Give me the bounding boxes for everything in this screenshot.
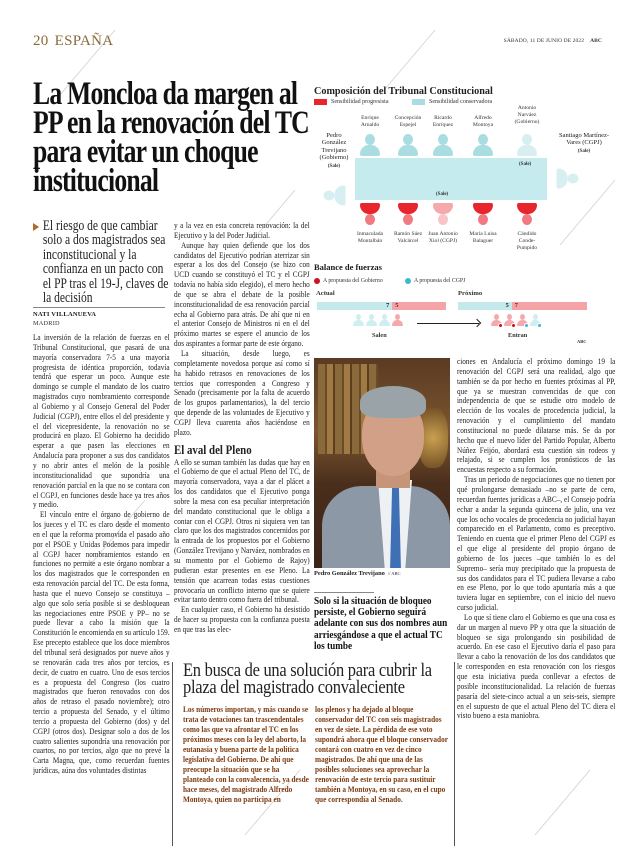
headline: La Moncloa da margen al PP en la renovación del TC para evitar un choque institucional: [33, 76, 309, 199]
sidebar-box: [172, 662, 455, 846]
person-icon: [432, 134, 454, 158]
leaving-note: (Sale): [327, 163, 341, 169]
member-name: Ricardo Enríquez: [432, 115, 454, 129]
legend-conservative: [412, 99, 492, 105]
person-icon: [397, 134, 419, 158]
paragraph: La inversión de la relación de fuerzas en el Tribunal Constitucional, que pasará de una mayoría conservadora 7-5 a una mayoría progresista de idéntica proporción, todavía tendrá que esperar un poco. Aunque este domingo se cumple el mandato de los cuatro magistrados cuyo nombramiento corresponde al Gobierno y al Consejo General del Poder Judicial (CGPJ), entre ellos el del presidente y el del vicepresidente, la renovación no se producirá en plazo. El Gobierno ha decidido esperar a que pasen las elecciones en Andalucía para proponer a sus dos candidatos y no abrir antes el melón de la posible inconstitucionalidad que supondría una renovación parcial en la que no se contara con el CGPJ, en funciones desde hace ya tres años y medio.: [33, 333, 170, 510]
legend-progressive: [314, 99, 389, 105]
next-label: Próximo: [458, 290, 483, 297]
date: SÁBADO, 11 DE JUNIO DE 2022: [503, 38, 585, 44]
section-heading: El aval del Pleno: [174, 442, 252, 457]
leaving-note: (Sale): [519, 162, 532, 167]
outgoing-icons: [352, 314, 404, 332]
infographic-title: Composición del Tribunal Constitucional: [314, 86, 493, 97]
legend-cgpj: [405, 278, 465, 284]
bar-conservative: 7: [317, 302, 392, 310]
section-name: ESPAÑA: [54, 33, 114, 49]
person-icon: [504, 314, 515, 327]
leaving-note: (Sale): [436, 192, 449, 197]
outgoing-label: Salen: [372, 332, 387, 339]
subheadline: [33, 219, 171, 305]
person-icon: [397, 203, 419, 227]
balance-bar-next: [458, 302, 587, 310]
box-column-2: los plenos y ha dejado al bloque conservador del TC con seis magistrados en vez de siete. La pérdida de ese voto supondrá ahora que el bloque conservador contará con cuatro en vez de cinco magistrados. De ahí que una de las posibles soluciones sea aprovechar la renovación de este tercio para sustituir también a Montoya, en su caso, en el cupo que correspondía al Senado.: [315, 705, 448, 804]
divider: [33, 307, 165, 308]
person-icon: [516, 134, 538, 158]
paragraph: En cualquier caso, el Gobierno ha desistido de hacer su propuesta con la confianza puesta en que tras las elec-: [174, 605, 310, 634]
bar-conservative: 5: [458, 302, 512, 310]
body-column-2: [174, 221, 310, 659]
paragraph: Lo que sí tiene claro el Gobierno es que una cosa es dar un margen al nuevo PP y otra que la situación de bloqueo se siga prolongando sin posibilidad de acuerdo. En ese caso el Ejecutivo daría el paso para llevar a cabo la renovación de los dos candidatos que le corresponden en esta renovación con los riesgos que esta iniciativa pueda conllevar a efectos de posible inconstitucionalidad. La relación de fuerzas pasaría del siete-cinco actual a un seis-seis, siempre en el supuesto de que el actual Pleno del TC diera el visto bueno a esta maniobra.: [457, 612, 616, 721]
member-name: Enrique Arnaldo: [360, 115, 380, 129]
dateline: [504, 38, 602, 44]
incoming-label: Entran: [508, 332, 528, 339]
paragraph: El vínculo entre el órgano de gobierno de los jueces y el TC es claro desde el momento en el que la reforma promovida el pasado año por el PSOE y Unidas Podemos para impedir al CGPJ hacer nombramientos estando en funciones no permite a este órgano nombrar a los dos magistrados que le corresponden en esta renovación parcial del TC. De esta forma, hasta que el nuevo Consejo se constituya –algo que solo sería posible si se desbloquean las negociaciones entre PSOE y PP– no se puede llevar a cabo la misión que la Constitución le encomienda en su artículo 159. Ese precepto establece que los doce miembros del tribunal será designados por nueve años y se renovarán cada tres años por tercios, es decir, de cuatro en cuatro. Uno de esos tercios es a propuesta del Congreso (los cuatro magistrados que fueron renovados con dos años de retraso el pasado noviembre); otro tercio a propuesta del Senado, y el último tercio a propuesta del Gobierno (dos) y del CGPJ (otros dos). Designar solo a dos de los cuatro salientes supondría una renovación por cuartos, no por tercios, algo que no prevé la Carta Magna, que, como recuerdan fuentes jurídicas, aúna dos voluntades distintas: [33, 510, 170, 776]
section-folio: [33, 33, 113, 50]
photo-pedro-gonzalez-trevijano: [314, 358, 450, 568]
member-name: Concepción Espejel: [394, 115, 422, 129]
box-column-1: Los números importan, y más cuando se trata de votaciones tan trascendentales como las que va afrontar el TC en los próximos meses con la ley del aborto, la eutanasia y buena parte de la política legislativa del Gobierno. De ahí que preocupe la situación que se ha planteado con la convalecencia, ya desde hace meses, del magistrado Alfredo Montoya, quien no participa en: [183, 705, 309, 804]
balance-bar-current: [317, 302, 446, 310]
member-right: [553, 132, 615, 155]
person-icon: [517, 314, 528, 327]
legend-label: Sensibilidad conservadora: [429, 99, 493, 105]
legend-label: A propuesta del CGPJ: [414, 278, 466, 284]
location: MADRID: [33, 320, 60, 327]
leaving-note: (Sale): [577, 148, 591, 154]
arrow-right-icon: [417, 323, 479, 324]
person-icon: [555, 179, 579, 190]
person-icon: [472, 203, 494, 227]
member-name: Santiago Martínez-Vares (CGPJ): [559, 132, 609, 147]
member-name: Juan Antonio Xiol (CGPJ): [428, 231, 458, 245]
body-column-1: [33, 333, 170, 846]
legend-label: Sensibilidad progresista: [331, 99, 389, 105]
cyan-swatch-icon: [412, 99, 425, 105]
bar-progressive: 7: [512, 302, 587, 310]
person-icon: [359, 134, 381, 158]
paragraph: A ello se suman también las dudas que hay en el Gobierno de que el actual Pleno del TC, de mayoría conservadora, vaya a dar el plácet a los dos candidatos que el Ejecutivo ponga sobre la mesa con esa peculiar interpretación del mandato constitucional que le obliga a contar con el CGPJ. Otros ni siquiera ven tan claro que los dos magistrados concernidos por la entrada de los propuestos por el Gobierno (González Trevijano y Narváez, nombrados en su momento por el Gobierno de Rajoy) pudieran estar presentes en ese Pleno. La tensión que acarrean todas estas cuestiones provocaría un conflicto interno que se quiere evitar tanto dentro como fuera del tribunal.: [174, 457, 310, 605]
photo-caption: [314, 570, 401, 577]
member-left: [314, 132, 354, 170]
caption-text: Pedro González Trevijano: [314, 570, 385, 577]
paragraph: Tras un periodo de negociaciones que no tienen por qué prolongarse demasiado –no se parte de cero, recuerdan fuentes jurídicas a ABC–, el Consejo podría echar a andar la segunda quincena de julio, una vez que los ocho vocales de procedencia no judicial hayan comparecido en el Parlamento, como es preceptivo. Teniendo en cuenta que el primer Pleno del CGPJ es el que elige al presidente del propio órgano de gobierno de los jueces –que también lo es del Supremo– sería muy precipitado que la propuesta de sus dos candidatos para el TC pudiera llevarse a cabo en ese Pleno, por lo que todo apuntaría más a que tuviera lugar en septiembre, con el inicio del nuevo curso judicial.: [457, 475, 616, 613]
person-icon: [366, 314, 377, 327]
person-icon: [472, 134, 494, 158]
paragraph: y a la vez en esta concreta renovación: la del Ejecutivo y la del Poder Judicial.: [174, 221, 310, 240]
member-name: María Luisa Balaguer: [469, 231, 497, 245]
current-label: Actual: [316, 290, 335, 297]
photo-credit: // ABC: [387, 571, 401, 576]
legend-label: A propuesta del Gobierno: [323, 278, 383, 284]
graphic-credit: ABC: [577, 339, 587, 344]
legend-government: [314, 278, 383, 284]
balance-title: Balance de fuerzas: [314, 262, 382, 272]
bar-progressive: 5: [392, 302, 446, 310]
box-title: En busca de una solución para cubrir la plaza del magistrado convaleciente: [183, 661, 432, 698]
pull-quote: Solo si la situación de bloqueo persiste, el Gobierno seguirá adelante con sus dos nombres aun arriesgándose a que el actual TC los tumbe: [314, 596, 448, 652]
person-icon: [432, 203, 454, 227]
red-swatch-icon: [314, 99, 327, 105]
person-icon: [324, 185, 348, 196]
member-name: Cándido Conde-Pumpido: [516, 231, 538, 252]
person-icon: [516, 203, 538, 227]
divider: [314, 592, 374, 593]
triangle-bullet-icon: [33, 223, 39, 231]
person-icon: [359, 203, 381, 227]
person-icon: [491, 314, 502, 327]
paragraph: Aunque hay quien defiende que los dos candidatos del Ejecutivo podrían aterrizar sin esperar a los dos del Consejo (se hizo con UCD cuando se constituyó el TC y el CGPJ todavía no había sido elegido), el mero hecho de que se abra el debate de la posible inconstitucionalidad de esa renovación parcial echa al Gobierno para atrás. De ahí que ni en el anterior Consejo de Ministros ni en el del próximo martes se espere el anuncio de los dos aspirantes a formar parte de este órgano.: [174, 240, 310, 349]
incoming-icons: [490, 314, 542, 332]
person-icon: [392, 314, 403, 327]
masthead: ABC: [590, 38, 602, 44]
member-name: Alfredo Montoya: [472, 115, 494, 129]
byline: NATI VILLANUEVA: [33, 311, 97, 318]
person-icon: [379, 314, 390, 327]
subheadline-text: El riesgo de que cambiar solo a dos magistrados sea inconstitucional y la confianza en un pacto con el PP tras el 19-J, claves de la decisión: [42, 217, 169, 307]
person-icon: [353, 314, 364, 327]
member-name: Pedro González Trevijano (Gobierno): [319, 132, 349, 162]
blue-dot-icon: [405, 278, 411, 284]
red-dot-icon: [314, 278, 320, 284]
paragraph: ciones en Andalucía el próximo domingo 19 la renovación del CGPJ será una realidad, algo que también se da por hecho en fuentes próximas al PP, que ya se muestran convencidas de que con independencia de que se estudie otro modelo de elección de los vocales de procedencia judicial, la renovación y el cumplimiento del mandato constitucional no puede dilatarse más. Se da por hecho que el nuevo líder del Partido Popular, Alberto Núñez Feijóo, abordará esta cuestión sin rodeos y relajado, si se cumplen los pronósticos de las encuestas respecto a su formación.: [457, 357, 616, 475]
person-icon: [530, 314, 541, 327]
page-number: 20: [33, 33, 49, 49]
member-name: Inmaculada Montalbán: [356, 231, 384, 245]
member-name: Antonio Narváez (Gobierno): [514, 105, 540, 126]
member-name: Ramón Sáez Valcárcel: [393, 231, 423, 245]
paragraph: La situación, desde luego, es completamente novedosa porque así como sí ha habido retrasos en renovaciones de los tercios que corresponden a Congreso y Senado (precisamente por la falta de acuerdo de los grupos parlamentarios), la del tercio que depende de las voluntades de Ejecutivo y CGPJ lleva cuarenta años haciéndose en plazo.: [174, 348, 310, 437]
body-column-3: [457, 357, 615, 846]
